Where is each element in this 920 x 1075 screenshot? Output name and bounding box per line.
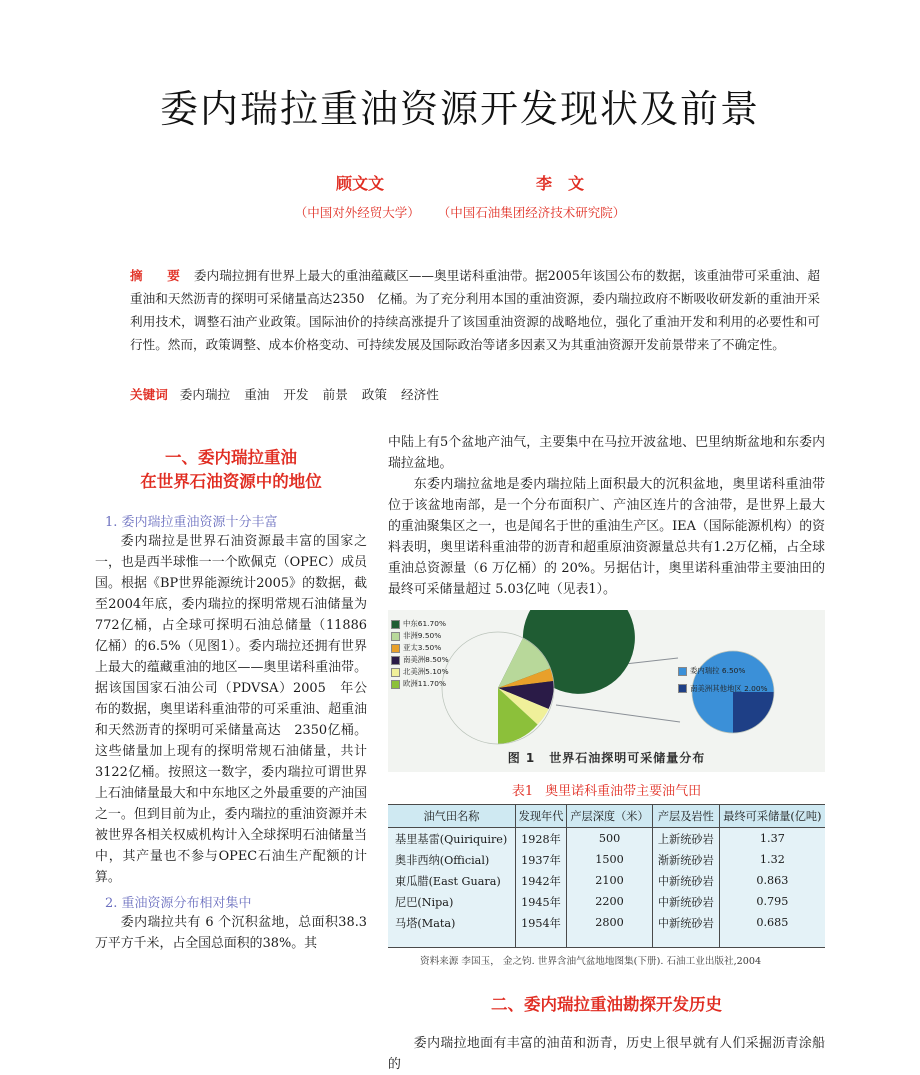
- legend-swatch-icon: [391, 668, 400, 677]
- table-cell-depth: 2800: [567, 912, 653, 933]
- table-cell-field-name: 東瓜腊(East Guara): [395, 874, 501, 888]
- table-cell-year: 1945年: [515, 891, 566, 912]
- author-name-2: 李 文: [535, 174, 584, 193]
- author-names: [0, 171, 920, 194]
- table-header-cell: 发现年代: [515, 805, 566, 828]
- legend-swatch-icon: [678, 667, 687, 676]
- figure-caption-text: 世界石油探明可采储量分布: [549, 751, 706, 766]
- keyword-item: 前景: [322, 386, 348, 402]
- table-source-note: 资料来源 李国玉， 金之钧. 世界含油气盆地地图集(下册). 石油工业出版社,2004: [420, 956, 762, 968]
- table-cell-depth: 2100: [567, 870, 653, 891]
- abstract-text: 委内瑞拉拥有世界上最大的重油蕴藏区——奥里诺科重油带。据2005年该国公布的数据，该重油带可采重油、超重油和天然沥青的探明可采储量高达2350 亿桶。为了充分利用本国的重油资源，委内瑞拉政府不断吸收研发新的重油开采利用技术，调整石油产业政策。国际油价的持续高涨提升了该国重油资源的战略地位，强化了重油开发和利用的必要性和可行性。然而，政策调整、成本价格变动、可持续发展及国际政治等诸多因素又为其重油资源开发前景带来了不确定性。: [130, 268, 820, 352]
- legend-swatch-icon: [391, 620, 400, 629]
- legend-swatch-icon: [391, 656, 400, 665]
- figure-legend-left: [391, 618, 449, 690]
- table-caption-number: 表1: [511, 784, 534, 800]
- sub-heading-1: 1. 委内瑞拉重油资源十分丰富: [105, 514, 278, 530]
- legend-item: [391, 642, 449, 654]
- legend-label: 南美洲8.50%: [403, 655, 449, 665]
- legend-item: [678, 662, 768, 680]
- table-row: [388, 870, 825, 891]
- table-cell-depth: 500: [567, 828, 653, 850]
- table-cell-field-name: 尼巴(Nipa): [395, 895, 454, 909]
- sub-heading-2: 2. 重油资源分布相对集中: [105, 896, 252, 912]
- table-cell-lithology: 渐新统砂岩: [652, 849, 719, 870]
- abstract-block: [130, 265, 820, 357]
- table-cell-field-name: 马塔(Mata): [395, 916, 456, 930]
- table-cell-lithology: 中新统砂岩: [652, 891, 719, 912]
- left-paragraph-2: 委内瑞拉共有 6 个沉积盆地，总面积38.3万平方千米，占全国总面积的38%。其: [95, 915, 367, 952]
- figure-caption-number: 图 1: [507, 751, 536, 766]
- legend-label: 中东61.70%: [403, 619, 446, 629]
- keyword-item: 重油: [244, 386, 270, 402]
- legend-swatch-icon: [678, 684, 687, 693]
- figure-1: [388, 610, 825, 772]
- table-header-row: [388, 805, 825, 828]
- left-column: [95, 432, 380, 954]
- right-column: [388, 432, 825, 1075]
- table-header-cell: 最终可采储量(亿吨): [719, 805, 825, 828]
- table-cell-depth: 2200: [567, 891, 653, 912]
- table-header-cell: 产层及岩性: [652, 805, 719, 828]
- table-cell-lithology: 中新统砂岩: [652, 870, 719, 891]
- table-cell-lithology: 中新统砂岩: [652, 912, 719, 933]
- table-cell-reserves: 0.795: [719, 891, 825, 912]
- legend-item: [391, 630, 449, 642]
- right-paragraph-1: 中陆上有5个盆地产油气，主要集中在马拉开波盆地、巴里纳斯盆地和东委内瑞拉盆地。: [388, 435, 825, 472]
- legend-swatch-icon: [391, 680, 400, 689]
- legend-swatch-icon: [391, 632, 400, 641]
- table-row: [388, 828, 825, 850]
- table-header-cell: 油气田名称: [388, 805, 515, 828]
- right-paragraph-3: 委内瑞拉地面有丰富的油苗和沥青，历史上很早就有人们采掘沥青涂船的: [388, 1036, 825, 1073]
- section-heading-1-line1: 一、委内瑞拉重油: [165, 448, 297, 467]
- table-header-cell: 产层深度（米）: [567, 805, 653, 828]
- table-cell-year: 1942年: [515, 870, 566, 891]
- keywords-list: [176, 387, 449, 402]
- right-paragraph-2: 东委内瑞拉盆地是委内瑞拉陆上面积最大的沉积盆地，奥里诺科重油带位于该盆地南部，是一个分布面积广、产油区连片的含油带，是世界上最大的重油聚集区之一，也是闻名于世的重油生产区。IEA（国际能源机构）的资料表明，奥里诺科重油带的沥青和超重原油资源量总共有1.2万亿桶，占全球重油总资源量（6 万亿桶）的 20%。另据估计，奥里诺科重油带主要油田的最终可采储量超过 5.03亿吨（见表1）。: [388, 477, 825, 598]
- keyword-item: 经济性: [401, 386, 439, 402]
- legend-label: 亚太3.50%: [403, 643, 442, 653]
- keywords-label: 关键词: [130, 386, 168, 402]
- abstract-label: 摘 要: [130, 268, 186, 283]
- page-title: 委内瑞拉重油资源开发现状及前景: [159, 87, 760, 131]
- table-row: [388, 849, 825, 870]
- author-affiliation-2: （中国石油集团经济技术研究院）: [437, 205, 626, 220]
- oilfield-table: [388, 804, 825, 948]
- author-affiliations: [0, 203, 920, 221]
- legend-swatch-icon: [391, 644, 400, 653]
- legend-label: 南美洲其他地区 2.00%: [690, 684, 768, 694]
- legend-item: [391, 618, 449, 630]
- table-spacer-row: [388, 933, 825, 948]
- table-cell-year: 1954年: [515, 912, 566, 933]
- section-heading-1-line2: 在世界石油资源中的地位: [140, 472, 322, 492]
- table-cell-lithology: 上新统砂岩: [652, 828, 719, 850]
- table-caption-text: 奥里诺科重油带主要油气田: [545, 784, 702, 800]
- table-caption: [388, 780, 825, 799]
- table-cell-year: 1928年: [515, 828, 566, 850]
- legend-item: [391, 654, 449, 666]
- table-row: [388, 912, 825, 933]
- legend-label: 委内瑞拉 6.50%: [690, 666, 746, 676]
- legend-item: [391, 666, 449, 678]
- keyword-item: 开发: [283, 386, 309, 402]
- author-affiliation-1: （中国对外经贸大学）: [294, 205, 420, 220]
- section-heading-2: 二、委内瑞拉重油勘探开发历史: [491, 995, 722, 1015]
- table-cell-reserves: 0.863: [719, 870, 825, 891]
- table-cell-reserves: 1.37: [719, 828, 825, 850]
- keywords-block: [130, 384, 820, 403]
- table-cell-reserves: 0.685: [719, 912, 825, 933]
- section-heading-1: [95, 446, 367, 495]
- legend-label: 欧洲11.70%: [403, 679, 446, 689]
- table-row: [388, 891, 825, 912]
- legend-item: [391, 678, 449, 690]
- table-cell-field-name: 奥非西纳(Official): [395, 853, 490, 867]
- keyword-item: 政策: [361, 386, 387, 402]
- left-paragraph-1: 委内瑞拉是世界石油资源最丰富的国家之一，也是西半球惟一一个欧佩克（OPEC）成员国。根据《BP世界能源统计2005》的数据，截至2004年底，委内瑞拉的探明常规石油储量为772亿桶，占全球可探明石油总储量（11886 亿桶）的6.5%（见图1）。委内瑞拉还拥有世界上最大的蕴藏重油的地区——奥里诺科重油带。据该国国家石油公司（PDVSA）2005 年公布的数据，奥里诺科重油带的可采重油、超重油和天然沥青的探明可采储量高达 2350亿桶。这些储量加上现有的探明常规石油储量，共计3122亿桶。按照这一数字，委内瑞拉可谓世界上石油储量最大和中东地区之外最重要的产油国之一。但到目前为止，委内瑞拉的重油资源并未被世界各相关权威机构计入全球探明石油储量当中，其产量也不参与OPEC石油生产配额的计算。: [95, 533, 380, 886]
- figure-caption: [388, 749, 825, 766]
- legend-label: 北美洲5.10%: [403, 667, 449, 677]
- table-cell-year: 1937年: [515, 849, 566, 870]
- legend-label: 非洲9.50%: [403, 631, 442, 641]
- table-cell-reserves: 1.32: [719, 849, 825, 870]
- legend-item: [678, 680, 768, 698]
- table-cell-depth: 1500: [567, 849, 653, 870]
- figure-legend-right: [678, 662, 768, 698]
- keyword-item: 委内瑞拉: [179, 386, 231, 402]
- author-name-1: 顾文文: [335, 174, 384, 193]
- table-cell-field-name: 基里基雷(Quiriquire): [395, 832, 508, 846]
